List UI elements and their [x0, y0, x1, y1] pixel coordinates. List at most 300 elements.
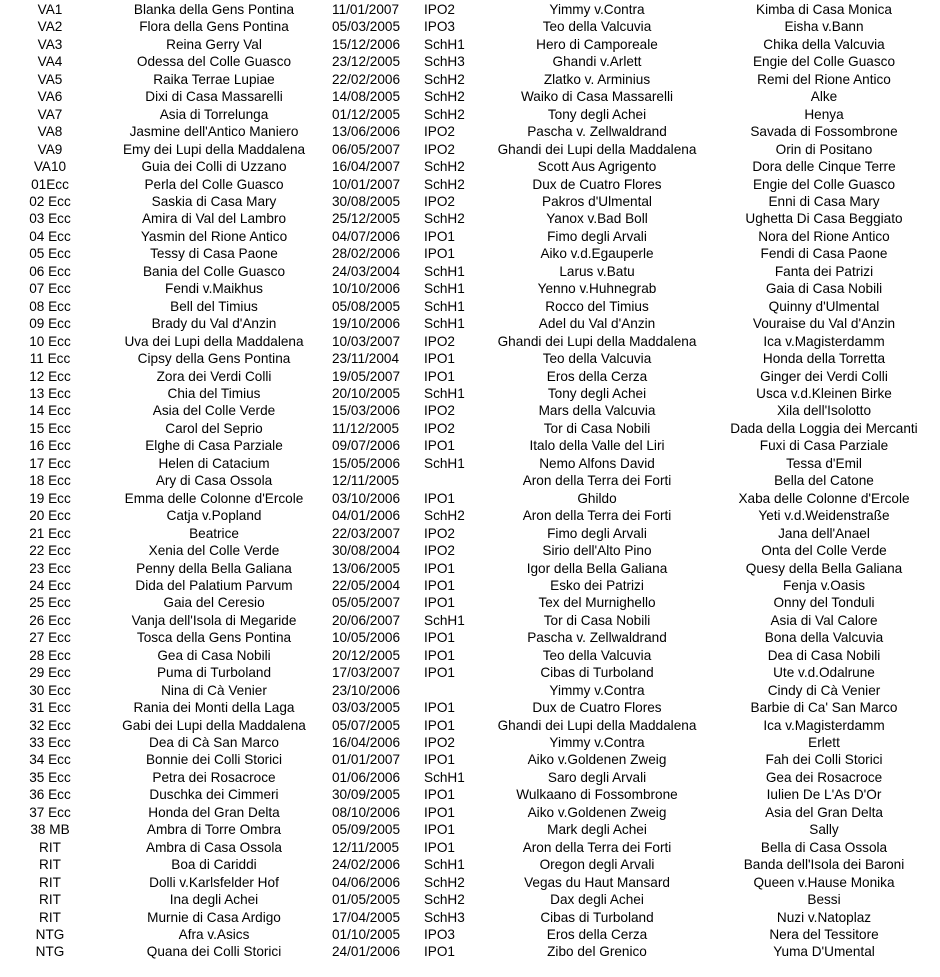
placement-cell: 22 Ecc: [29, 543, 71, 559]
table-row: [0, 839, 940, 856]
placement-cell: 15 Ecc: [29, 420, 71, 436]
placement-cell: VA9: [37, 141, 63, 157]
dam-cell: Bella del Catone: [774, 473, 874, 489]
sire-cell: Ghandi dei Lupi della Maddalena: [497, 333, 697, 349]
table-row: [0, 437, 940, 454]
birth-date-cell: 05/03/2005: [332, 19, 401, 35]
table-row: [0, 71, 940, 88]
dog-name-cell: Dolli v.Karlsfelder Hof: [149, 874, 279, 890]
dog-name-cell: Flora della Gens Pontina: [139, 19, 289, 35]
dog-name-cell: Guia dei Colli di Uzzano: [141, 159, 287, 175]
dog-name-cell: Brady du Val d'Anzin: [151, 316, 277, 332]
placement-cell: NTG: [35, 944, 65, 960]
birth-date-cell: 15/12/2006: [332, 36, 401, 52]
title-cell: IPO3: [424, 927, 455, 943]
birth-date-cell: 13/06/2005: [332, 560, 401, 576]
table-row: [0, 228, 940, 245]
sire-cell: Yenno v.Huhnegrab: [537, 281, 657, 297]
table-row: [0, 629, 940, 646]
placement-cell: 05 Ecc: [29, 246, 71, 262]
birth-date-cell: 10/05/2006: [332, 630, 401, 646]
dog-name-cell: Dixi di Casa Massarelli: [145, 89, 283, 105]
sire-cell: Yimmy v.Contra: [549, 735, 645, 751]
sire-cell: Tex del Murnighello: [538, 595, 656, 611]
placement-cell: 36 Ecc: [29, 787, 71, 803]
title-cell: IPO1: [424, 665, 455, 681]
dog-name-cell: Asia di Torrelunga: [159, 106, 269, 122]
birth-date-cell: 05/07/2005: [332, 717, 401, 733]
dam-cell: Savada di Fossombrone: [750, 124, 898, 140]
title-cell: SchH2: [424, 211, 465, 227]
dam-cell: Honda della Torretta: [762, 351, 886, 367]
placement-cell: 17 Ecc: [29, 455, 71, 471]
birth-date-cell: 20/10/2005: [332, 385, 401, 401]
sire-cell: Aiko v.d.Egauperle: [540, 246, 654, 262]
sire-cell: Ghildo: [577, 490, 617, 506]
dog-name-cell: Ary di Casa Ossola: [155, 473, 273, 489]
birth-date-cell: 11/12/2005: [332, 420, 400, 436]
dog-name-cell: Fendi v.Maikhus: [165, 281, 263, 297]
birth-date-cell: 10/03/2007: [332, 333, 401, 349]
dam-cell: Yeti v.d.Weidenstraße: [758, 508, 890, 524]
birth-date-cell: 14/08/2005: [332, 89, 401, 105]
table-row: [0, 909, 940, 926]
title-cell: IPO1: [424, 228, 455, 244]
title-cell: SchH2: [424, 89, 465, 105]
title-cell: SchH3: [424, 54, 465, 70]
birth-date-cell: 15/03/2006: [332, 403, 401, 419]
table-row: [0, 385, 940, 402]
sire-cell: Yimmy v.Contra: [549, 2, 645, 17]
title-cell: SchH2: [424, 892, 465, 908]
placement-cell: 08 Ecc: [29, 298, 71, 314]
sire-cell: Wulkaano di Fossombrone: [516, 787, 678, 803]
table-row: [0, 507, 940, 524]
placement-cell: VA8: [37, 124, 63, 140]
table-row: [0, 542, 940, 559]
table-row: [0, 88, 940, 105]
dog-name-cell: Emy dei Lupi della Maddalena: [122, 141, 306, 157]
sire-cell: Tor di Casa Nobili: [543, 420, 651, 436]
placement-cell: RIT: [39, 857, 61, 873]
birth-date-cell: 10/01/2007: [332, 176, 401, 192]
sire-cell: Saro degli Arvali: [547, 769, 647, 785]
birth-date-cell: 20/06/2007: [332, 612, 401, 628]
sire-cell: Aiko v.Goldenen Zweig: [527, 804, 667, 820]
sire-cell: Aron della Terra dei Forti: [522, 473, 672, 489]
birth-date-cell: 04/01/2006: [332, 508, 401, 524]
dog-name-cell: Quana dei Colli Storici: [146, 944, 282, 960]
sire-cell: Adel du Val d'Anzin: [538, 316, 656, 332]
title-cell: SchH2: [424, 159, 465, 175]
placement-cell: 25 Ecc: [29, 595, 71, 611]
birth-date-cell: 06/05/2007: [332, 141, 401, 157]
dam-cell: Eisha v.Bann: [784, 19, 864, 35]
dam-cell: Tessa d'Emil: [786, 455, 862, 471]
table-row: [0, 193, 940, 210]
dog-name-cell: Elghe di Casa Parziale: [145, 438, 283, 454]
dog-name-cell: Catja v.Popland: [166, 508, 262, 524]
title-cell: IPO2: [424, 124, 455, 140]
placement-cell: 34 Ecc: [29, 752, 71, 768]
table-row: [0, 751, 940, 768]
sire-cell: Eros della Cerza: [546, 368, 648, 384]
dog-name-cell: Ambra di Casa Ossola: [146, 839, 282, 855]
sire-cell: Rocco del Timius: [545, 298, 649, 314]
dog-name-cell: Ina degli Achei: [169, 892, 259, 908]
dam-cell: Nora del Rione Antico: [758, 228, 890, 244]
title-cell: IPO2: [424, 525, 455, 541]
dam-cell: Fanta dei Patrizi: [774, 263, 874, 279]
placement-cell: 23 Ecc: [29, 560, 71, 576]
dam-cell: Queen v.Hause Monika: [753, 874, 895, 890]
dog-name-cell: Dea di Cà San Marco: [149, 735, 279, 751]
dam-cell: Dora delle Cinque Terre: [752, 159, 896, 175]
title-cell: IPO1: [424, 944, 455, 960]
birth-date-cell: 05/08/2005: [332, 298, 401, 314]
birth-date-cell: 17/04/2005: [332, 909, 401, 925]
placement-cell: 09 Ecc: [29, 316, 71, 332]
dog-name-cell: Yasmin del Rione Antico: [140, 228, 288, 244]
dam-cell: Orin di Positano: [775, 141, 873, 157]
title-cell: [424, 472, 486, 489]
placement-cell: 01Ecc: [31, 176, 69, 192]
sire-cell: Pakros d'Ulmental: [542, 193, 652, 209]
sire-cell: Larus v.Batu: [559, 263, 635, 279]
title-cell: IPO1: [424, 839, 455, 855]
dog-name-cell: Tosca della Gens Pontina: [136, 630, 292, 646]
table-row: [0, 926, 940, 943]
dam-cell: Dea di Casa Nobili: [767, 647, 881, 663]
placement-cell: 31 Ecc: [29, 700, 71, 716]
placement-cell: 24 Ecc: [29, 577, 71, 593]
title-cell: IPO1: [424, 717, 455, 733]
table-row: [0, 786, 940, 803]
placement-cell: RIT: [39, 839, 61, 855]
birth-date-cell: 05/09/2005: [332, 822, 401, 838]
birth-date-cell: 22/05/2004: [332, 577, 401, 593]
table-row: [0, 420, 940, 437]
title-cell: IPO1: [424, 490, 455, 506]
birth-date-cell: 13/06/2006: [332, 124, 401, 140]
dam-cell: Barbie di Ca' San Marco: [750, 700, 898, 716]
sire-cell: Teo della Valcuvia: [542, 647, 652, 663]
dog-name-cell: Gabi dei Lupi della Maddalena: [122, 717, 306, 733]
birth-date-cell: 23/12/2005: [332, 54, 401, 70]
birth-date-cell: 15/05/2006: [332, 455, 401, 471]
table-row: [0, 699, 940, 716]
sire-cell: Tor di Casa Nobili: [543, 612, 651, 628]
dog-name-cell: Zora dei Verdi Colli: [156, 368, 272, 384]
title-cell: IPO2: [424, 543, 455, 559]
sire-cell: Pascha v. Zellwaldrand: [527, 124, 667, 140]
dam-cell: Quesy della Bella Galiana: [745, 560, 903, 576]
dam-cell: Fenja v.Oasis: [782, 577, 866, 593]
dog-name-cell: Emma delle Colonne d'Ercole: [124, 490, 304, 506]
birth-date-cell: 24/02/2006: [332, 857, 401, 873]
dam-cell: Engie del Colle Guasco: [752, 54, 896, 70]
sire-cell: Vegas du Haut Mansard: [524, 874, 670, 890]
birth-date-cell: 03/03/2005: [332, 700, 401, 716]
sire-cell: Aron della Terra dei Forti: [522, 508, 672, 524]
dam-cell: Asia del Gran Delta: [765, 804, 883, 820]
placement-cell: 37 Ecc: [29, 804, 71, 820]
sire-cell: Ghandi v.Arlett: [552, 54, 642, 70]
table-row: [0, 874, 940, 891]
birth-date-cell: 24/03/2004: [332, 263, 401, 279]
birth-date-cell: 30/08/2004: [332, 543, 401, 559]
dog-name-cell: Tessy di Casa Paone: [150, 246, 278, 262]
birth-date-cell: 03/10/2006: [332, 490, 401, 506]
birth-date-cell: 23/10/2006: [332, 682, 401, 698]
table-row: [0, 350, 940, 367]
sire-cell: Waiko di Casa Massarelli: [520, 89, 674, 105]
birth-date-cell: 22/02/2006: [332, 71, 401, 87]
table-row: [0, 612, 940, 629]
placement-cell: 06 Ecc: [29, 263, 71, 279]
sire-cell: Teo della Valcuvia: [542, 19, 652, 35]
dog-name-cell: Chia del Timius: [167, 385, 261, 401]
dam-cell: Enni di Casa Mary: [768, 193, 880, 209]
dam-cell: Engie del Colle Guasco: [752, 176, 896, 192]
table-row: [0, 1, 940, 18]
sire-cell: Cibas di Turboland: [540, 665, 654, 681]
dog-name-cell: Xenia del Colle Verde: [148, 543, 280, 559]
dog-name-cell: Gaia del Ceresio: [163, 595, 265, 611]
title-cell: IPO1: [424, 647, 455, 663]
table-row: [0, 525, 940, 542]
table-row: [0, 106, 940, 123]
sire-cell: Tony degli Achei: [547, 106, 647, 122]
title-cell: SchH1: [424, 316, 465, 332]
dog-name-cell: Petra dei Rosacroce: [152, 769, 276, 785]
dog-name-cell: Vanja dell'Isola di Megaride: [131, 612, 297, 628]
dam-cell: Kimba di Casa Monica: [756, 2, 892, 17]
table-row: [0, 210, 940, 227]
birth-date-cell: 12/11/2005: [332, 473, 400, 489]
birth-date-cell: 19/05/2007: [332, 368, 401, 384]
dam-cell: Ica v.Magisterdamm: [763, 717, 885, 733]
title-cell: IPO1: [424, 804, 455, 820]
birth-date-cell: 01/10/2005: [332, 927, 401, 943]
table-row: [0, 804, 940, 821]
sire-cell: Scott Aus Agrigento: [537, 159, 657, 175]
dog-name-cell: Nina di Cà Venier: [161, 682, 267, 698]
table-row: [0, 490, 940, 507]
sire-cell: Nemo Alfons David: [539, 455, 655, 471]
dog-name-cell: Cipsy della Gens Pontina: [137, 351, 291, 367]
birth-date-cell: 01/01/2007: [332, 752, 401, 768]
dog-name-cell: Bania del Colle Guasco: [142, 263, 286, 279]
dog-name-cell: Puma di Turboland: [156, 665, 272, 681]
table-row: [0, 455, 940, 472]
table-row: [0, 717, 940, 734]
birth-date-cell: 25/12/2005: [332, 211, 401, 227]
title-cell: SchH2: [424, 874, 465, 890]
sire-cell: Dux de Cuatro Flores: [532, 176, 662, 192]
title-cell: IPO2: [424, 735, 455, 751]
placement-cell: 35 Ecc: [29, 769, 71, 785]
sire-cell: Ghandi dei Lupi della Maddalena: [497, 717, 697, 733]
dog-name-cell: Reina Gerry Val: [166, 36, 262, 52]
title-cell: IPO1: [424, 560, 455, 576]
placement-cell: 21 Ecc: [29, 525, 71, 541]
birth-date-cell: 23/11/2004: [332, 351, 400, 367]
placement-cell: 30 Ecc: [29, 682, 71, 698]
title-cell: SchH1: [424, 263, 465, 279]
dam-cell: Bessi: [807, 892, 841, 908]
dog-name-cell: Blanka della Gens Pontina: [133, 2, 295, 17]
title-cell: IPO2: [424, 333, 455, 349]
dam-cell: Onta del Colle Verde: [761, 543, 887, 559]
sire-cell: Mars della Valcuvia: [538, 403, 656, 419]
dam-cell: Remi del Rione Antico: [757, 71, 891, 87]
table-row: [0, 36, 940, 53]
table-row: [0, 943, 940, 960]
title-cell: IPO1: [424, 438, 455, 454]
dam-cell: Onny del Tonduli: [773, 595, 875, 611]
title-cell: SchH3: [424, 909, 465, 925]
dam-cell: Bella di Casa Ossola: [760, 839, 888, 855]
placement-cell: 29 Ecc: [29, 665, 71, 681]
title-cell: SchH2: [424, 71, 465, 87]
dam-cell: Erlett: [808, 735, 840, 751]
placement-cell: 27 Ecc: [29, 630, 71, 646]
birth-date-cell: 01/06/2006: [332, 769, 401, 785]
placement-cell: VA6: [37, 89, 63, 105]
birth-date-cell: 04/07/2006: [332, 228, 401, 244]
sire-cell: Dux de Cuatro Flores: [532, 700, 662, 716]
placement-cell: RIT: [39, 909, 61, 925]
sire-cell: Zibo del Grenico: [547, 944, 647, 960]
title-cell: SchH1: [424, 36, 465, 52]
table-row: [0, 734, 940, 751]
sire-cell: Yimmy v.Contra: [549, 682, 645, 698]
sire-cell: Aiko v.Goldenen Zweig: [527, 752, 667, 768]
table-row: [0, 141, 940, 158]
dam-cell: Dada della Loggia dei Mercanti: [730, 420, 918, 436]
dog-name-cell: Perla del Colle Guasco: [144, 176, 284, 192]
placement-cell: VA4: [37, 54, 63, 70]
dam-cell: Jana dell'Anael: [778, 525, 870, 541]
dam-cell: Chika della Valcuvia: [763, 36, 885, 52]
birth-date-cell: 04/06/2006: [332, 874, 401, 890]
title-cell: SchH1: [424, 385, 465, 401]
dog-name-cell: Asia del Colle Verde: [152, 403, 276, 419]
dam-cell: Nuzi v.Natoplaz: [776, 909, 872, 925]
title-cell: IPO1: [424, 700, 455, 716]
placement-cell: VA7: [37, 106, 63, 122]
table-row: [0, 123, 940, 140]
table-row: [0, 472, 940, 489]
dog-name-cell: Boa di Cariddi: [171, 857, 257, 873]
dog-name-cell: Beatrice: [189, 525, 239, 541]
placement-cell: VA1: [37, 2, 63, 17]
placement-cell: 38 MB: [30, 822, 70, 838]
sire-cell: Ghandi dei Lupi della Maddalena: [497, 141, 697, 157]
dog-name-cell: Carol del Seprio: [165, 420, 263, 436]
title-cell: [424, 682, 486, 699]
birth-date-cell: 16/04/2007: [332, 159, 401, 175]
dog-name-cell: Uva dei Lupi della Maddalena: [124, 333, 304, 349]
placement-cell: 02 Ecc: [29, 193, 71, 209]
table-row: [0, 577, 940, 594]
title-cell: SchH1: [424, 455, 465, 471]
table-row: [0, 18, 940, 35]
dam-cell: Alke: [810, 89, 838, 105]
birth-date-cell: 08/10/2006: [332, 804, 401, 820]
placement-cell: 20 Ecc: [29, 508, 71, 524]
dog-name-cell: Odessa del Colle Guasco: [136, 54, 292, 70]
birth-date-cell: 12/11/2005: [332, 839, 400, 855]
title-cell: IPO3: [424, 19, 455, 35]
title-cell: IPO1: [424, 368, 455, 384]
placement-cell: 04 Ecc: [29, 228, 71, 244]
placement-cell: VA5: [37, 71, 63, 87]
placement-cell: 28 Ecc: [29, 647, 71, 663]
dam-cell: Quinny d'Ulmental: [768, 298, 880, 314]
dog-name-cell: Dida del Palatium Parvum: [135, 577, 293, 593]
title-cell: SchH2: [424, 176, 465, 192]
placement-cell: 03 Ecc: [29, 211, 71, 227]
sire-cell: Tony degli Achei: [547, 385, 647, 401]
sire-cell: Italo della Valle del Liri: [529, 438, 665, 454]
placement-cell: 18 Ecc: [29, 473, 71, 489]
dam-cell: Iulien De L'As D'Or: [766, 787, 882, 803]
dog-name-cell: Rania dei Monti della Laga: [133, 700, 295, 716]
birth-date-cell: 30/09/2005: [332, 787, 401, 803]
dam-cell: Banda dell'Isola dei Baroni: [743, 857, 905, 873]
placement-cell: 10 Ecc: [29, 333, 71, 349]
placement-cell: NTG: [35, 927, 65, 943]
placement-cell: 13 Ecc: [29, 385, 71, 401]
birth-date-cell: 09/07/2006: [332, 438, 401, 454]
dam-cell: Fendi di Casa Paone: [760, 246, 888, 262]
table-row: [0, 53, 940, 70]
sire-cell: Sirio dell'Alto Pino: [542, 543, 652, 559]
birth-date-cell: 20/12/2005: [332, 647, 401, 663]
title-cell: IPO1: [424, 351, 455, 367]
dam-cell: Ica v.Magisterdamm: [763, 333, 885, 349]
placement-cell: 26 Ecc: [29, 612, 71, 628]
birth-date-cell: 11/01/2007: [332, 2, 400, 17]
sire-cell: Mark degli Achei: [547, 822, 647, 838]
title-cell: IPO2: [424, 141, 455, 157]
birth-date-cell: 05/05/2007: [332, 595, 401, 611]
sire-cell: Dax degli Achei: [550, 892, 644, 908]
sire-cell: Igor della Bella Galiana: [526, 560, 668, 576]
dam-cell: Usca v.d.Kleinen Birke: [756, 385, 892, 401]
title-cell: SchH1: [424, 612, 465, 628]
table-row: [0, 664, 940, 681]
placement-cell: 16 Ecc: [29, 438, 71, 454]
dam-cell: Vouraise du Val d'Anzin: [752, 316, 896, 332]
table-row: [0, 245, 940, 262]
birth-date-cell: 24/01/2006: [332, 944, 401, 960]
birth-date-cell: 01/05/2005: [332, 892, 401, 908]
dog-name-cell: Honda del Gran Delta: [148, 804, 280, 820]
birth-date-cell: 30/08/2005: [332, 193, 401, 209]
table-row: [0, 315, 940, 332]
dog-name-cell: Amira di Val del Lambro: [141, 211, 287, 227]
dog-name-cell: Bell del Timius: [170, 298, 258, 314]
title-cell: SchH2: [424, 106, 465, 122]
table-row: [0, 298, 940, 315]
title-cell: SchH1: [424, 281, 465, 297]
placement-cell: 12 Ecc: [29, 368, 71, 384]
dog-name-cell: Helen di Catacium: [158, 455, 270, 471]
dog-name-cell: Bonnie dei Colli Storici: [145, 752, 282, 768]
